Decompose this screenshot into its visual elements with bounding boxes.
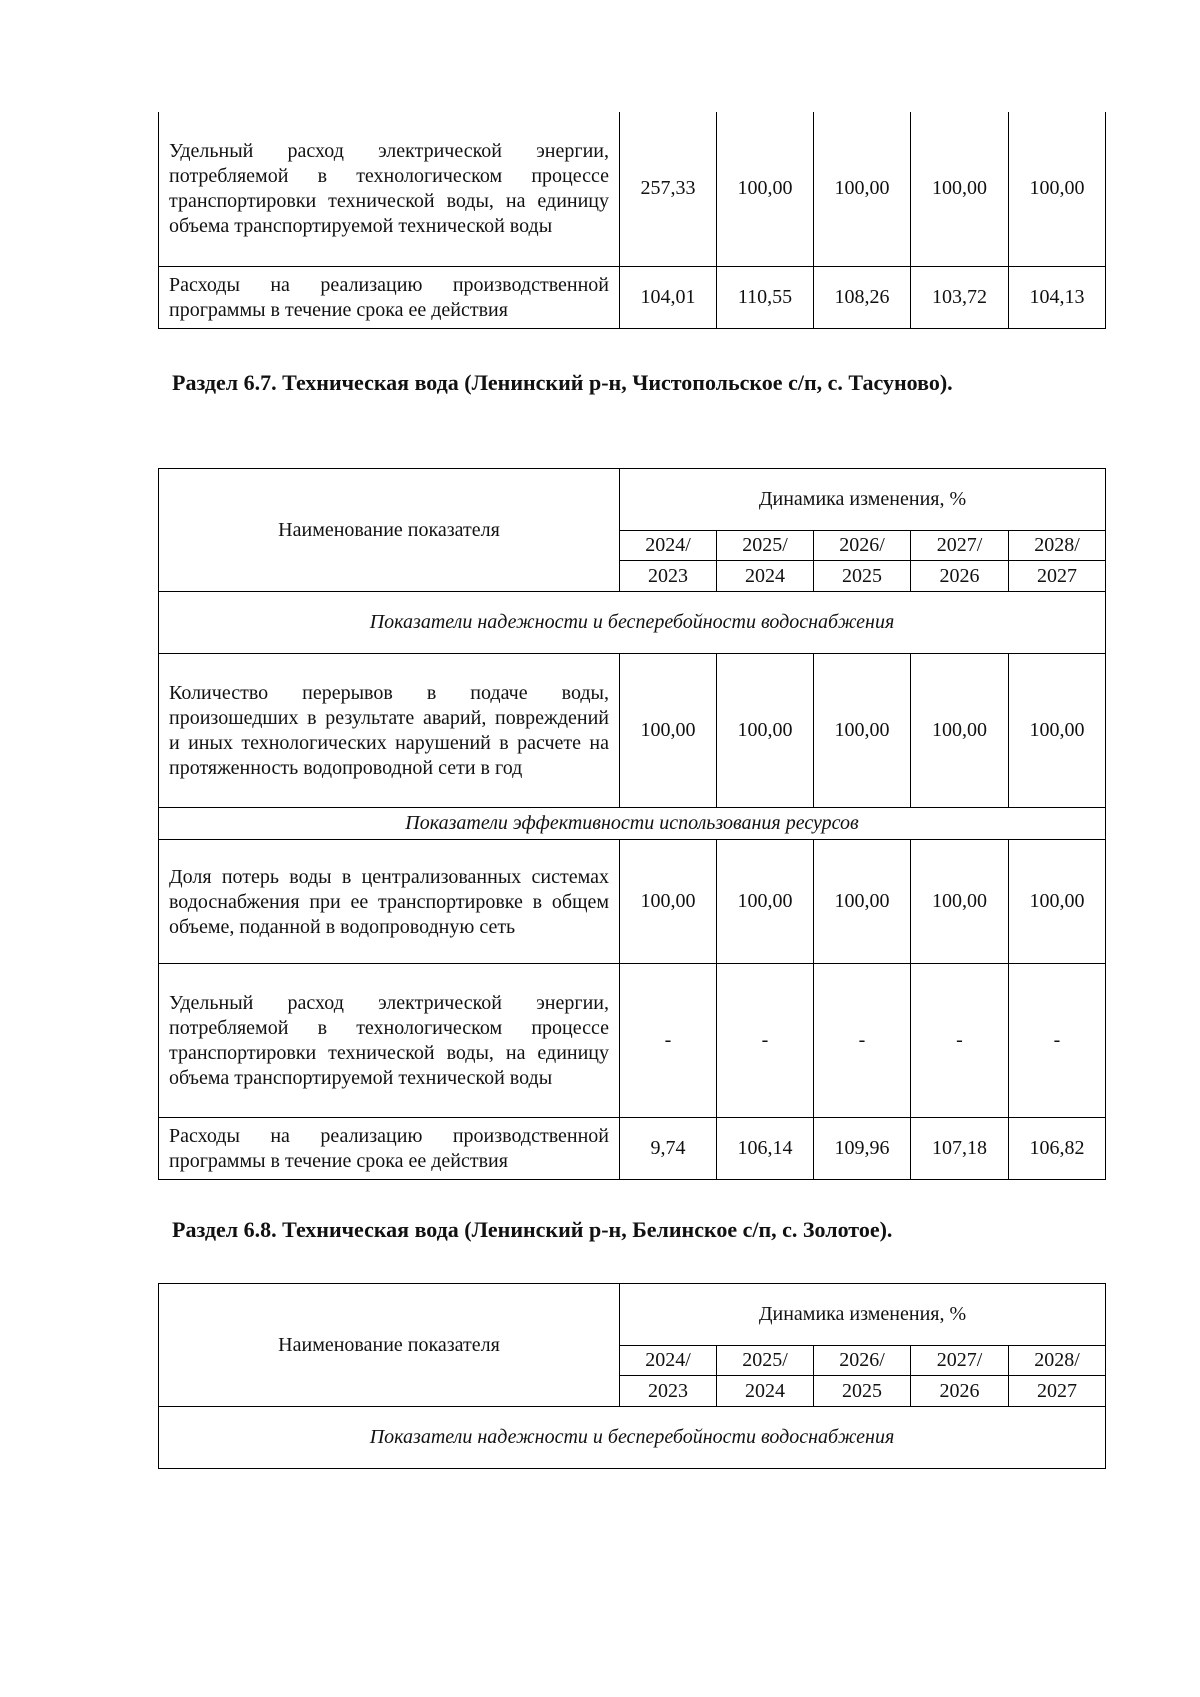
value-cell: - [814,964,911,1118]
value-cell: - [620,964,717,1118]
group-row [159,808,1106,840]
year-bottom: 2027 [1009,1376,1106,1407]
table-row [159,654,1106,808]
group-title: Показатели надежности и бесперебойности водоснабжения [159,592,1106,654]
value-cell: 100,00 [717,112,814,266]
indicator-name: Количество перерывов в подаче воды, произошедших в результате аварий, повреждений и иных технологических нарушений в расчете на протяженность водопроводной сети в год [159,654,620,808]
value-cell: 104,01 [620,266,717,328]
table-row [159,840,1106,964]
year-top: 2028/ [1009,1346,1106,1376]
year-top: 2025/ [717,1346,814,1376]
year-top: 2026/ [814,531,911,561]
value-cell: 100,00 [1009,840,1106,964]
value-cell: 9,74 [620,1118,717,1180]
value-cell: 100,00 [1009,654,1106,808]
value-cell: 100,00 [620,840,717,964]
year-bottom: 2023 [620,561,717,592]
table-row [159,112,1106,266]
value-cell: - [911,964,1009,1118]
header-dynamics: Динамика изменения, % [620,1284,1106,1346]
value-cell: 104,13 [1009,266,1106,328]
year-bottom: 2024 [717,1376,814,1407]
value-cell: 106,82 [1009,1118,1106,1180]
value-cell: 110,55 [717,266,814,328]
value-cell: - [717,964,814,1118]
value-cell: 100,00 [814,840,911,964]
year-top: 2025/ [717,531,814,561]
year-bottom: 2026 [911,561,1009,592]
header-row [159,469,1106,531]
year-bottom: 2027 [1009,561,1106,592]
section-heading: Раздел 6.7. Техническая вода (Ленинский р-н, Чистопольское с/п, с. Тасуново). [172,370,953,395]
section-heading: Раздел 6.8. Техническая вода (Ленинский р-н, Белинское с/п, с. Золотое). [172,1217,893,1242]
value-cell: 100,00 [814,112,911,266]
section-6-8-table [158,1283,1106,1469]
header-indicator-name: Наименование показателя [159,1284,620,1407]
value-cell: 100,00 [911,840,1009,964]
indicator-name: Удельный расход электрической энергии, потребляемой в технологическом процессе транспортировки технической воды, на единицу объема транспортируемой технической воды [159,964,620,1118]
value-cell: 100,00 [620,654,717,808]
value-cell: 106,14 [717,1118,814,1180]
year-bottom: 2025 [814,561,911,592]
group-title: Показатели эффективности использования ресурсов [159,808,1106,840]
table-row [159,1118,1106,1180]
indicator-name: Удельный расход электрической энергии, потребляемой в технологическом процессе транспортировки технической воды, на единицу объема транспортируемой технической воды [159,112,620,266]
year-top: 2024/ [620,1346,717,1376]
header-row [159,1284,1106,1346]
indicator-name: Доля потерь воды в централизованных системах водоснабжения при ее транспортировке в общем объеме, поданной в водопроводную сеть [159,840,620,964]
year-bottom: 2025 [814,1376,911,1407]
year-top: 2027/ [911,531,1009,561]
value-cell: 109,96 [814,1118,911,1180]
year-top: 2024/ [620,531,717,561]
year-top: 2027/ [911,1346,1009,1376]
value-cell: 108,26 [814,266,911,328]
top-continuation-table [158,112,1106,329]
table-row [159,964,1106,1118]
table-row [159,266,1106,328]
value-cell: 103,72 [911,266,1009,328]
value-cell: 107,18 [911,1118,1009,1180]
year-top: 2028/ [1009,531,1106,561]
group-title: Показатели надежности и бесперебойности водоснабжения [159,1407,1106,1469]
value-cell: 100,00 [814,654,911,808]
group-row [159,1407,1106,1469]
value-cell: 100,00 [717,654,814,808]
value-cell: 257,33 [620,112,717,266]
group-row [159,592,1106,654]
section-6-7-table [158,468,1106,1180]
value-cell: 100,00 [1009,112,1106,266]
year-bottom: 2024 [717,561,814,592]
year-bottom: 2023 [620,1376,717,1407]
indicator-name: Расходы на реализацию производственной программы в течение срока ее действия [159,266,620,328]
header-indicator-name: Наименование показателя [159,469,620,592]
indicator-name: Расходы на реализацию производственной программы в течение срока ее действия [159,1118,620,1180]
value-cell: 100,00 [717,840,814,964]
value-cell: 100,00 [911,654,1009,808]
year-bottom: 2026 [911,1376,1009,1407]
value-cell: - [1009,964,1106,1118]
value-cell: 100,00 [911,112,1009,266]
header-dynamics: Динамика изменения, % [620,469,1106,531]
year-top: 2026/ [814,1346,911,1376]
